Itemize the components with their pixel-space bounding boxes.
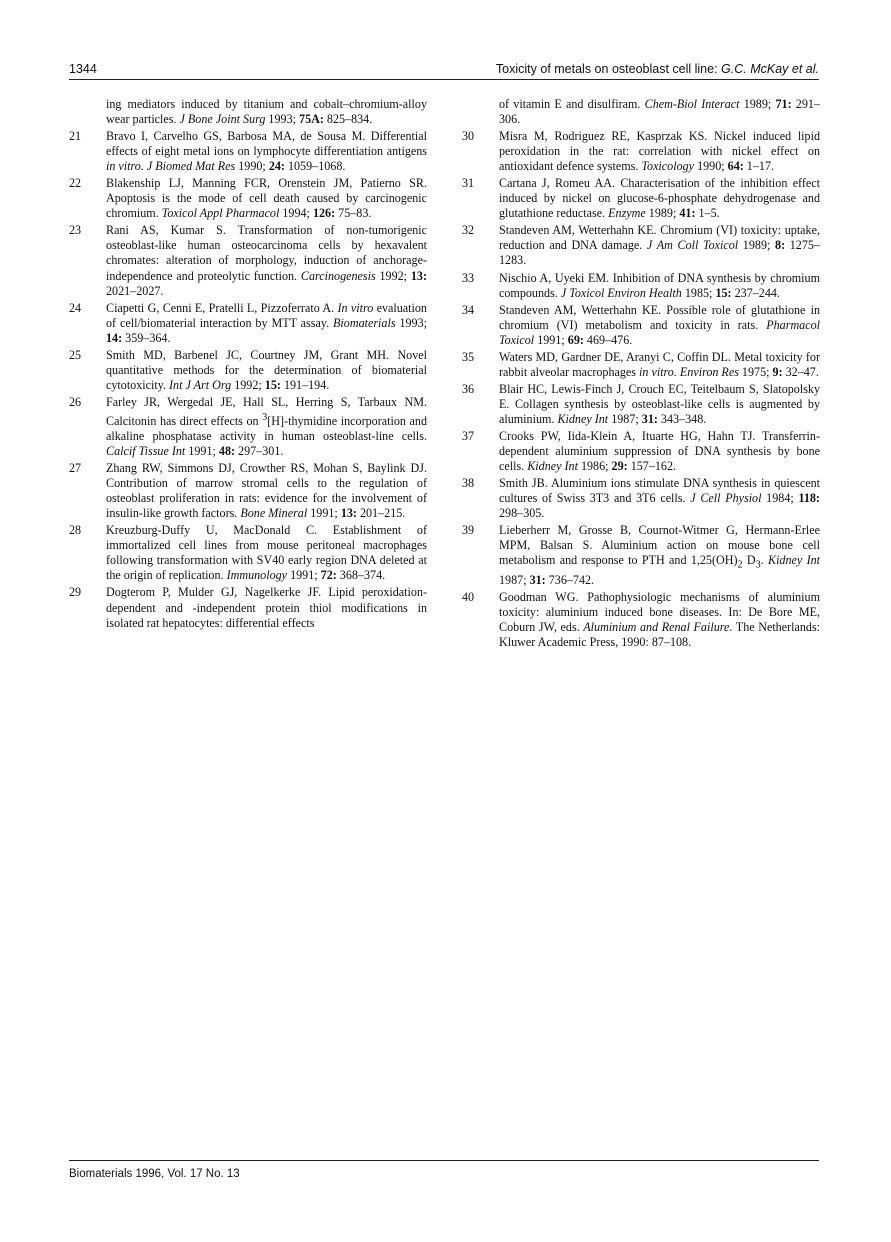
reference-30: [462, 129, 820, 174]
reference-31: [462, 176, 820, 221]
reference-text: Bravo I, Carvelho GS, Barbosa MA, de Sousa M. Differential effects of eight metal ions on lymphocyte differentiation antigens in vitro. J Biomed Mat Res 1990; 24: 1059–1068.: [106, 129, 427, 174]
reference-text: Nischio A, Uyeki EM. Inhibition of DNA synthesis by chromium compounds. J Toxicol Environ Health 1985; 15: 237–244.: [499, 270, 820, 300]
page-number: 1344: [69, 62, 97, 76]
footer-rule: [69, 1160, 819, 1161]
reference-number: 31: [462, 176, 475, 191]
journal-footer: Biomaterials 1996, Vol. 17 No. 13: [69, 1168, 240, 1180]
reference-text: Cartana J, Romeu AA. Characterisation of the inhibition effect induced by nickel on glucose-6-phosphate dehydrogenase and glutathione reductase. Enzyme 1989; 41: 1–5.: [499, 176, 820, 221]
reference-24: [69, 301, 427, 346]
running-header: [69, 62, 819, 80]
references-right-column: [462, 97, 820, 652]
references-left-column: [69, 97, 427, 633]
reference-32: [462, 223, 820, 268]
reference-33: [462, 271, 820, 301]
reference-number: 36: [462, 381, 475, 396]
reference-text: Lieberherr M, Grosse B, Cournot-Witmer G, Hermann-Erlee MPM, Balsan S. Aluminium action on mouse bone cell metabolism and response to PTH and $1,25(OH)_2$ $D_3$. Kidney Int 1987; 31: 736–742.: [499, 523, 821, 587]
reference-text: Zhang RW, Simmons DJ, Crowther RS, Mohan S, Baylink DJ. Contribution of marrow stromal cells to the regulation of osteoblast proliferation in rats: evidence for the involvement of insulin-like growth factors. Bone Mineral 1991; 13: 201–215.: [106, 461, 427, 521]
reference-29: [69, 585, 427, 630]
reference-26: [69, 395, 427, 459]
reference-36: [462, 382, 820, 427]
reference-number: 22: [69, 176, 82, 191]
reference-number: 27: [69, 461, 82, 476]
reference-37: [462, 429, 820, 474]
reference-number: 39: [462, 523, 475, 538]
reference-number: 40: [462, 589, 475, 604]
reference-35: [462, 350, 820, 380]
reference-number: 33: [462, 270, 475, 285]
reference-number: 24: [69, 300, 82, 315]
reference-continuation: [69, 97, 427, 127]
reference-number: 34: [462, 302, 475, 317]
reference-number: 37: [462, 428, 475, 443]
reference-22: [69, 176, 427, 221]
reference-text: Standeven AM, Wetterhahn KE. Chromium (VI) toxicity: uptake, reduction and DNA damage. J Am Coll Toxicol 1989; 8: 1275–1283.: [499, 223, 820, 268]
reference-21: [69, 129, 427, 174]
header-rule: [69, 79, 819, 80]
reference-27: [69, 461, 427, 521]
reference-text: Blair HC, Lewis-Finch J, Crouch EC, Teitelbaum S, Slatopolsky E. Collagen synthesis by osteoblast-like cells is augmented by aluminium. Kidney Int 1987; 31: 343–348.: [499, 381, 820, 426]
reference-number: 29: [69, 585, 82, 600]
reference-text: Rani AS, Kumar S. Transformation of non-tumorigenic osteoblast-like human osteocarcinoma cells by hexavalent chromates: alteration of morphology, induction of anchorage-independence and proteolytic function. Carcinogenesis 1992; 13: 2021–2027.: [106, 223, 427, 298]
reference-number: 21: [69, 129, 82, 144]
reference-number: 38: [462, 476, 475, 491]
reference-text: Waters MD, Gardner DE, Aranyi C, Coffin DL. Metal toxicity for rabbit alveolar macrophages in vitro. Environ Res 1975; 9: 32–47.: [499, 349, 820, 379]
reference-text: Ciapetti G, Cenni E, Pratelli L, Pizzoferrato A. In vitro evaluation of cell/biomaterial interaction by MTT assay. Biomaterials 1993; 14: 359–364.: [106, 300, 427, 345]
reference-number: 23: [69, 223, 82, 238]
reference-text: Standeven AM, Wetterhahn KE. Possible role of glutathione in chromium (VI) metabolism and toxicity in rats. Pharmacol Toxicol 1991; 69: 469–476.: [499, 302, 820, 347]
reference-number: 26: [69, 394, 82, 409]
reference-text: Misra M, Rodriguez RE, Kasprzak KS. Nickel induced lipid peroxidation in the rat: correlation with nickel effect on antioxidant defence systems. Toxicology 1990; 64: 1–17.: [499, 129, 820, 174]
reference-28: [69, 523, 427, 583]
reference-text: of vitamin E and disulfiram. Chem-Biol Interact 1989; 71: 291–306.: [499, 97, 820, 127]
reference-34: [462, 303, 820, 348]
reference-text: ing mediators induced by titanium and cobalt–chromium-alloy wear particles. J Bone Joint Surg 1993; 75A: 825–834.: [106, 97, 427, 127]
reference-23: [69, 223, 427, 298]
reference-continuation: [462, 97, 820, 127]
running-title-text: Toxicity of metals on osteoblast cell line:: [495, 62, 718, 76]
reference-number: 25: [69, 347, 82, 362]
reference-text: Blakenship LJ, Manning FCR, Orenstein JM, Patierno SR. Apoptosis is the mode of cell death caused by carcinogenic chromium. Toxicol Appl Pharmacol 1994; 126: 75–83.: [106, 176, 427, 221]
reference-text: Farley JR, Wergedal JE, Hall SL, Herring S, Tarbaux NM. Calcitonin has direct effects on $^3$[H]-thymidine incorporation and alkaline phosphatase activity in human osteoblast-line cells. Calcif Tissue Int 1991; 48: 297–301.: [106, 394, 427, 459]
reference-25: [69, 348, 427, 393]
reference-text: Goodman WG. Pathophysiologic mechanisms of aluminium toxicity: aluminium induced bone diseases. In: De Bore ME, Coburn JW, eds. Aluminium and Renal Failure. The Netherlands: Kluwer Academic Press, 1990: 87–108.: [499, 589, 821, 649]
reference-text: Crooks PW, Iida-Klein A, Ituarte HG, Hahn TJ. Transferrin-dependent aluminium suppression of DNA synthesis by bone cells. Kidney Int 1986; 29: 157–162.: [499, 428, 820, 474]
reference-text: Kreuzburg-Duffy U, MacDonald C. Establishment of immortalized cell lines from mouse peritoneal macrophages following transformation with SV40 early region DNA deleted at the origin of replication. Immunology 1991; 72: 368–374.: [106, 523, 427, 583]
reference-number: 30: [462, 129, 475, 144]
reference-number: 28: [69, 523, 82, 538]
running-authors: G.C. McKay et al.: [721, 62, 819, 76]
reference-number: 32: [462, 223, 475, 238]
reference-text: Smith JB. Aluminium ions stimulate DNA synthesis in quiescent cultures of Swiss 3T3 and 3T6 cells. J Cell Physiol 1984; 118: 298–305.: [499, 476, 820, 521]
reference-text: Smith MD, Barbenel JC, Courtney JM, Grant MH. Novel quantitative methods for the determination of biomaterial cytotoxicity. Int J Art Org 1992; 15: 191–194.: [106, 347, 427, 392]
reference-38: [462, 476, 820, 521]
reference-text: Dogterom P, Mulder GJ, Nagelkerke JF. Lipid peroxidation-dependent and -independent protein thiol modifications in isolated rat hepatocytes: differential effects: [106, 585, 427, 630]
running-title: [496, 62, 819, 76]
reference-39: [462, 523, 820, 588]
reference-number: 35: [462, 349, 475, 364]
reference-40: [462, 590, 820, 650]
